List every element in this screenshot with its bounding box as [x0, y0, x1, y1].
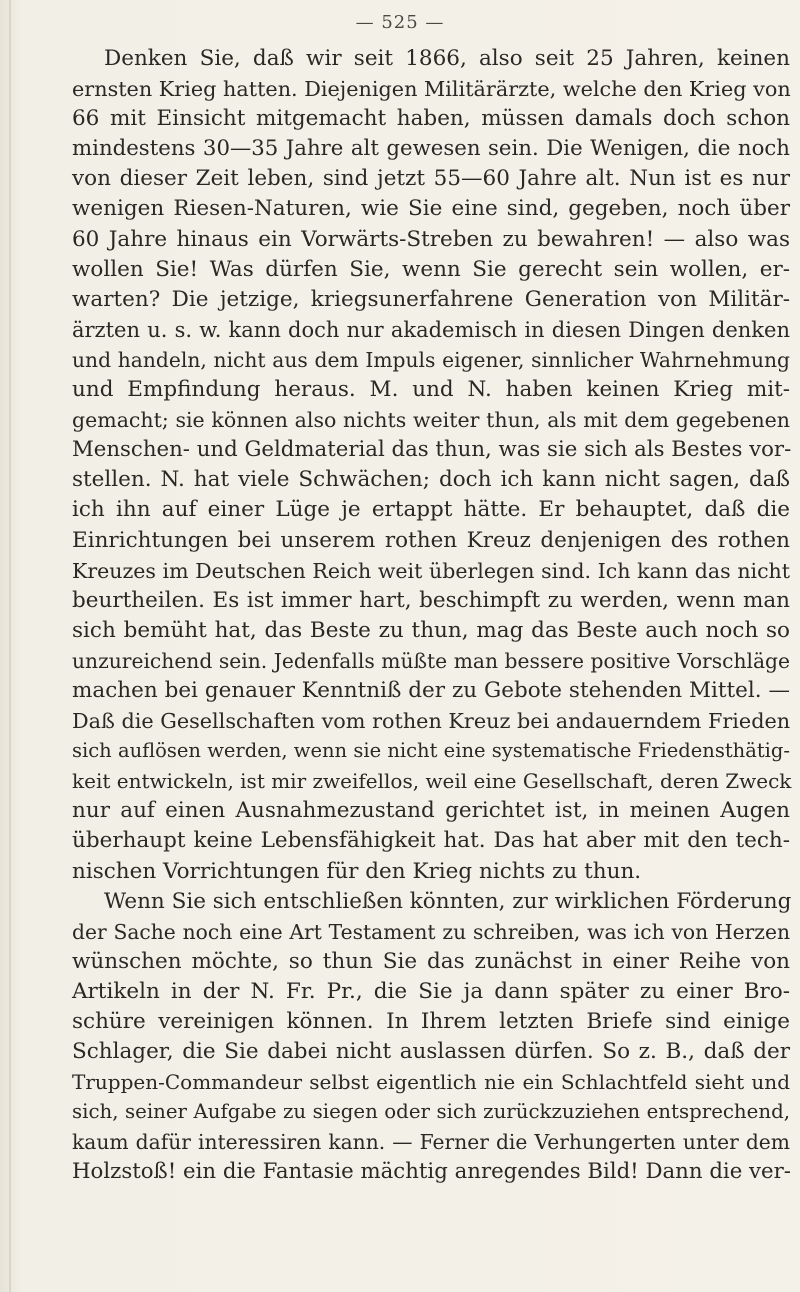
text-line: nur auf einen Ausnahmezustand gerichtet ist, in meinen Augen — [72, 798, 790, 824]
text-line: stellen. N. hat viele Schwächen; doch ich kann nicht sagen, daß — [72, 467, 790, 493]
text-line: wünschen möchte, so thun Sie das zunächst in einer Reihe von — [72, 948, 790, 974]
text-line: und handeln, nicht aus dem Impuls eigener, sinnlicher Wahrnehmung — [72, 347, 790, 372]
paragraph — [72, 44, 790, 887]
text-line: Kreuzes im Deutschen Reich weit überlegen sind. Ich kann das nicht — [72, 558, 790, 583]
text-line: Wenn Sie sich entschließen könnten, zur wirklichen Förderung — [104, 888, 792, 914]
text-line: ärzten u. s. w. kann doch nur akademisch in diesen Dingen denken — [72, 317, 790, 342]
text-line: Artikeln in der N. Fr. Pr., die Sie ja dann später zu einer Bro- — [72, 978, 790, 1004]
text-line: Daß die Gesellschaften vom rothen Kreuz bei andauerndem Frieden — [72, 709, 791, 734]
text-line: wenigen Riesen-Naturen, wie Sie eine sind, gegeben, noch über — [72, 196, 790, 222]
text-line: Denken Sie, daß wir seit 1866, also seit 25 Jahren, keinen — [104, 46, 790, 71]
text-line: 60 Jahre hinaus ein Vorwärts-Streben zu bewahren! — also was — [72, 226, 790, 252]
text-line: Holzstoß! ein die Fantasie mächtig anregendes Bild! Dann die ver- — [72, 1159, 791, 1185]
text-line: Menschen- und Geldmaterial das thun, was sie sich als Bestes vor- — [72, 437, 792, 463]
text-line: mindestens 30—35 Jahre alt gewesen sein. Die Wenigen, die noch — [72, 136, 790, 162]
text-line: ernsten Krieg hatten. Diejenigen Militärärzte, welche den Krieg von — [72, 77, 791, 102]
page-gutter — [9, 0, 11, 1292]
text-line: Truppen-Commandeur selbst eigentlich nie ein Schlachtfeld sieht und — [72, 1070, 790, 1095]
text-line: machen bei genauer Kenntniß der zu Gebote stehenden Mittel. — — [72, 677, 790, 703]
text-line: sich, seiner Aufgabe zu siegen oder sich zurückzuziehen entsprechend, — [72, 1100, 790, 1124]
text-line: Einrichtungen bei unserem rothen Kreuz denjenigen des rothen — [72, 527, 790, 553]
text-line: 66 mit Einsicht mitgemacht haben, müssen damals doch schon — [72, 106, 790, 132]
text-line: sich auflösen werden, wenn sie nicht eine systematische Friedensthätig- — [72, 739, 790, 763]
text-line: ich ihn auf einer Lüge je ertappt hätte. Er behauptet, daß die — [72, 497, 790, 523]
text-line: kaum dafür interessiren kann. — Ferner die Verhungerten unter dem — [72, 1130, 790, 1155]
paragraph — [72, 887, 790, 1188]
text-line: beurtheilen. Es ist immer hart, beschimpft zu werden, wenn man — [72, 587, 790, 613]
text-line: schüre vereinigen können. In Ihrem letzten Briefe sind einige — [72, 1009, 790, 1034]
text-line: der Sache noch eine Art Testament zu schreiben, was ich von Herzen — [72, 919, 790, 944]
text-line: und Empfindung heraus. M. und N. haben keinen Krieg mit- — [72, 377, 790, 403]
text-line: nischen Vorrichtungen für den Krieg nichts zu thun. — [72, 858, 642, 884]
page-number: — 525 — — [355, 12, 445, 33]
text-line: gemacht; sie können also nichts weiter thun, als mit dem gegebenen — [72, 408, 790, 433]
text-block — [72, 44, 790, 1188]
text-line: Schlager, die Sie dabei nicht auslassen dürfen. So z. B., daß der — [72, 1039, 790, 1065]
text-line: überhaupt keine Lebensfähigkeit hat. Das hat aber mit den tech- — [72, 828, 790, 854]
text-line: wollen Sie! Was dürfen Sie, wenn Sie gerecht sein wollen, er- — [72, 256, 790, 282]
text-line: von dieser Zeit leben, sind jetzt 55—60 Jahre alt. Nun ist es nur — [72, 166, 790, 192]
text-line: unzureichend sein. Jedenfalls müßte man bessere positive Vorschläge — [72, 648, 790, 673]
text-line: sich bemüht hat, das Beste zu thun, mag das Beste auch noch so — [72, 617, 790, 643]
text-line: keit entwickeln, ist mir zweifellos, weil eine Gesellschaft, deren Zweck — [72, 769, 792, 794]
text-line: warten? Die jetzige, kriegsunerfahrene Generation von Militär- — [72, 286, 790, 312]
